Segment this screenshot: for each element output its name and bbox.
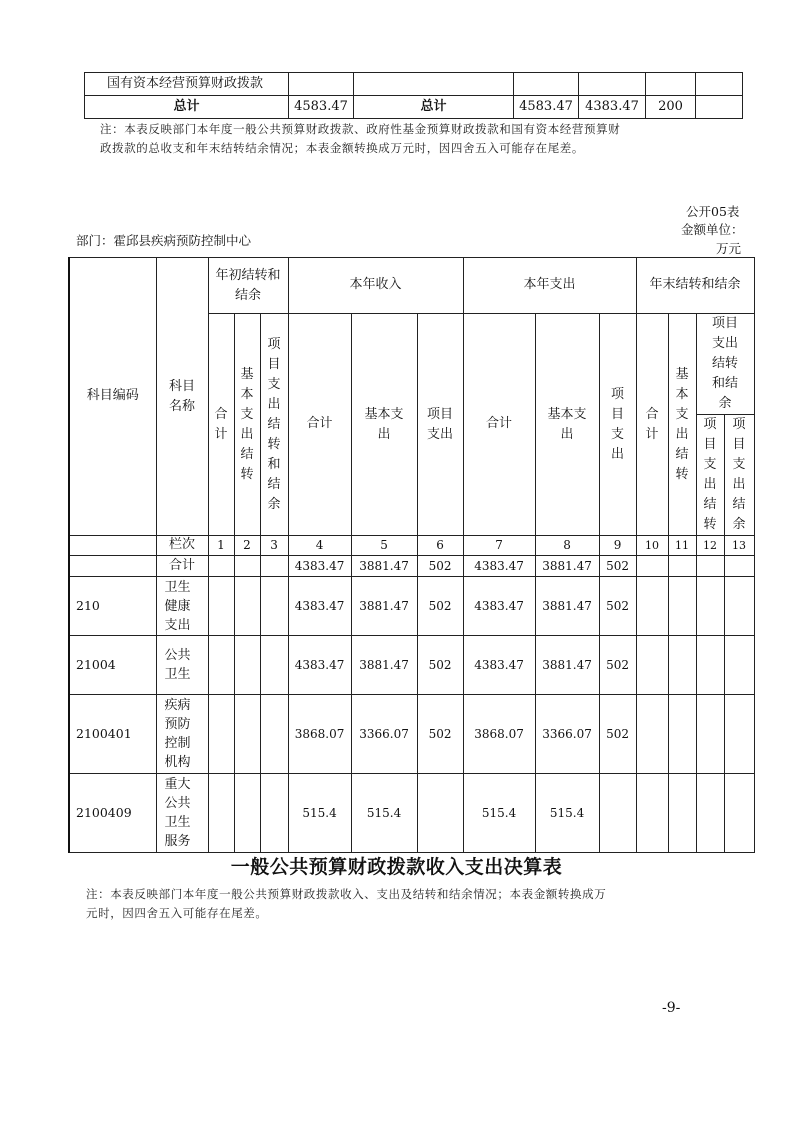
row-name: 公共卫生 — [156, 636, 208, 695]
column-index: 6 — [417, 536, 463, 556]
note-line: 政拨款的总收支和年末结转结余情况；本表金额转换成万元时，因四舍五入可能存在尾差。 — [100, 141, 584, 155]
header-end-project: 项目支出结转和结余 — [696, 314, 754, 415]
total-label-right: 总计 — [354, 96, 514, 119]
cell-value: 515.4 — [288, 774, 351, 853]
summary-table — [84, 72, 743, 119]
cell-value: 3881.47 — [351, 556, 417, 577]
cell-value: 3366.07 — [351, 695, 417, 774]
header-income-basic: 基本支出 — [351, 314, 417, 536]
cell-value: 4383.47 — [288, 577, 351, 636]
note-bottom — [86, 885, 606, 923]
column-index-label: 栏次 — [156, 536, 208, 556]
table-row — [85, 73, 743, 96]
note-top — [100, 120, 620, 158]
cell-value: 515.4 — [535, 774, 599, 853]
cell-value: 3881.47 — [535, 636, 599, 695]
cell-value — [599, 774, 636, 853]
cell-value: 3366.07 — [535, 695, 599, 774]
note-line: 注：本表反映部门本年度一般公共预算财政拨款、政府性基金预算财政拨款和国有资本经营预算财 — [100, 122, 621, 136]
column-index: 10 — [636, 536, 668, 556]
cell-value: 502 — [599, 695, 636, 774]
column-index: 9 — [599, 536, 636, 556]
table-row — [69, 695, 754, 774]
header-end: 年末结转和结余 — [636, 258, 754, 314]
header-expend-total: 合计 — [463, 314, 535, 536]
note-line: 元时，因四舍五入可能存在尾差。 — [86, 906, 268, 920]
cell-value: 502 — [417, 695, 463, 774]
column-index: 2 — [234, 536, 260, 556]
table-row — [69, 774, 754, 853]
header-end-basic: 基本支出结转 — [668, 314, 696, 536]
page-number: -9- — [662, 1000, 681, 1016]
total-value-3: 200 — [646, 96, 696, 119]
cell-value: 4383.47 — [463, 577, 535, 636]
total-value-left: 4583.47 — [289, 96, 354, 119]
header-end-total: 合计 — [636, 314, 668, 536]
column-index: 11 — [668, 536, 696, 556]
total-value-1: 4583.47 — [514, 96, 579, 119]
header-expend-project: 项目支出 — [599, 314, 636, 536]
cell-value: 502 — [417, 636, 463, 695]
department-label: 部门：霍邱县疾病预防控制中心 — [76, 233, 252, 248]
row-code: 210 — [69, 577, 156, 636]
cell-value: 4383.47 — [463, 636, 535, 695]
cell-value — [417, 774, 463, 853]
cell-value: 4383.47 — [288, 636, 351, 695]
cell-value: 502 — [599, 577, 636, 636]
cell-value: 4383.47 — [463, 556, 535, 577]
cell-value: 4383.47 — [288, 556, 351, 577]
column-index: 12 — [696, 536, 724, 556]
unit-label: 金额单位： — [681, 222, 744, 237]
header-row — [69, 258, 754, 314]
cell-value: 515.4 — [463, 774, 535, 853]
row-name: 卫生健康支出 — [156, 577, 208, 636]
header-begin-total: 合计 — [208, 314, 234, 536]
header-begin: 年初结转和结余 — [208, 258, 288, 314]
cell-value: 3881.47 — [351, 636, 417, 695]
cell-value: 502 — [599, 556, 636, 577]
cell-value: 515.4 — [351, 774, 417, 853]
form-number: 公开05表 — [686, 204, 740, 219]
header-expend: 本年支出 — [463, 258, 636, 314]
header-end-project-balance: 项目支出结余 — [724, 415, 754, 536]
row-code: 2100401 — [69, 695, 156, 774]
total-label-left: 总计 — [85, 96, 289, 119]
header-income-total: 合计 — [288, 314, 351, 536]
row-label: 国有资本经营预算财政拨款 — [85, 73, 289, 96]
cell-value: 502 — [417, 577, 463, 636]
column-index: 7 — [463, 536, 535, 556]
cell-value: 3881.47 — [535, 577, 599, 636]
header-expend-basic: 基本支出 — [535, 314, 599, 536]
table-row — [69, 577, 754, 636]
cell-value: 3868.07 — [463, 695, 535, 774]
row-name: 疾病预防控制机构 — [156, 695, 208, 774]
column-index: 3 — [260, 536, 288, 556]
unit-value: 万元 — [716, 241, 742, 256]
budget-table — [68, 257, 755, 853]
column-index: 8 — [535, 536, 599, 556]
header-begin-basic: 基本支出结转 — [234, 314, 260, 536]
header-income-project: 项目支出 — [417, 314, 463, 536]
cell-value: 3881.47 — [535, 556, 599, 577]
row-name: 重大公共卫生服务 — [156, 774, 208, 853]
column-index: 5 — [351, 536, 417, 556]
header-end-project-carry: 项目支出结转 — [696, 415, 724, 536]
header-begin-project: 项目支出结转和结余 — [260, 314, 288, 536]
column-index: 1 — [208, 536, 234, 556]
header-name: 科目名称 — [156, 258, 208, 536]
page-title: 一般公共预算财政拨款收入支出决算表 — [230, 856, 563, 878]
cell-value: 3881.47 — [351, 577, 417, 636]
cell-value: 502 — [599, 636, 636, 695]
note-line: 注：本表反映部门本年度一般公共预算财政拨款收入、支出及结转和结余情况；本表金额转换成万 — [86, 887, 607, 901]
header-code: 科目编码 — [69, 258, 156, 536]
table-row — [69, 636, 754, 695]
row-code: 21004 — [69, 636, 156, 695]
total-value-2: 4383.47 — [579, 96, 646, 119]
column-index: 13 — [724, 536, 754, 556]
table-row — [85, 96, 743, 119]
cell-value: 3868.07 — [288, 695, 351, 774]
cell-value: 502 — [417, 556, 463, 577]
column-index: 4 — [288, 536, 351, 556]
total-row-label: 合计 — [156, 556, 208, 577]
total-row — [69, 556, 754, 577]
column-index-row — [69, 536, 754, 556]
row-code: 2100409 — [69, 774, 156, 853]
header-income: 本年收入 — [288, 258, 463, 314]
